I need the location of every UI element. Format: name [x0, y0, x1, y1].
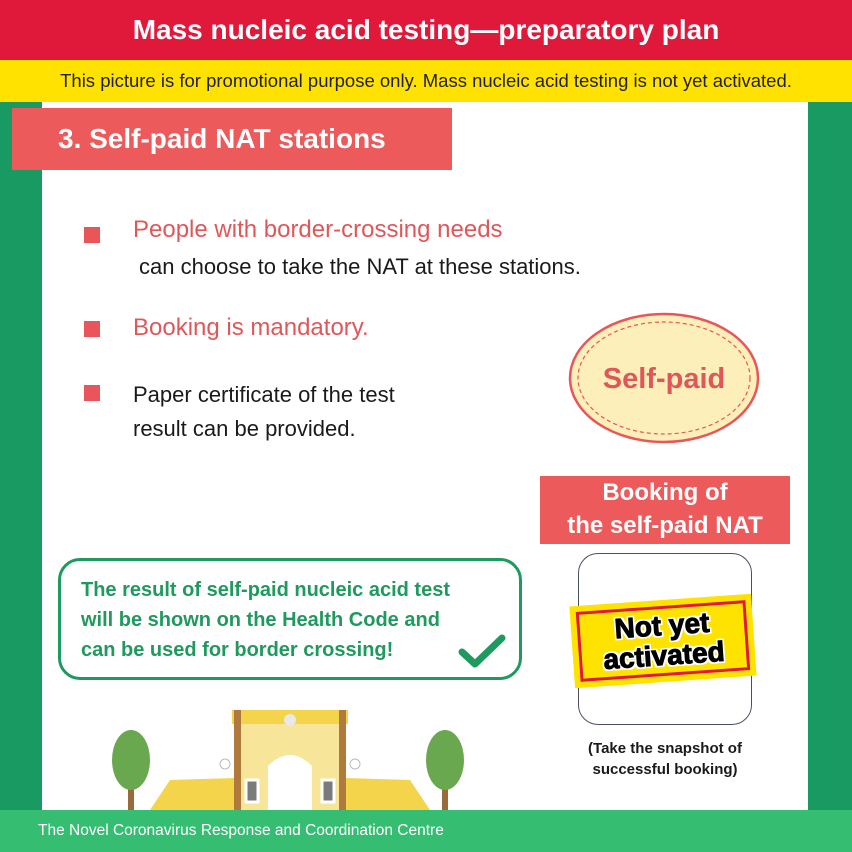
bullet-3-line2: result can be provided. [133, 416, 356, 441]
caption-line2: successful booking) [592, 761, 738, 778]
notice-bar [0, 60, 852, 102]
tree-icon [112, 730, 150, 810]
bullet-3-line1: Paper certificate of the test [133, 382, 395, 407]
result-line3: can be used for border crossing! [81, 639, 394, 661]
booking-title-line2: the self-paid NAT [567, 512, 763, 539]
bullet-2-line1: Booking is mandatory. [133, 314, 369, 341]
caption-line1: (Take the snapshot of [588, 740, 742, 757]
gate-building-illustration [100, 700, 480, 810]
bullet-1-line1: People with border-crossing needs [133, 216, 503, 243]
result-line1: The result of self-paid nucleic acid test [81, 579, 450, 601]
bullet-1-line2: can choose to take the NAT at these stations. [139, 254, 581, 279]
title-bar [0, 0, 852, 60]
bullet-marker [84, 385, 100, 401]
bullet-marker [84, 321, 100, 337]
result-info-box [58, 558, 522, 680]
footer-bar [0, 810, 852, 852]
self-paid-badge [568, 312, 760, 444]
section-heading [12, 108, 452, 170]
footer-text: The Novel Coronavirus Response and Coordination Centre [38, 822, 444, 839]
booking-title [540, 476, 790, 544]
notice-text: This picture is for promotional purpose only. Mass nucleic acid testing is not yet activated. [60, 70, 792, 91]
checkmark-icon [458, 632, 506, 672]
stamp-line2: activated [602, 635, 726, 676]
page-title: Mass nucleic acid testing—preparatory plan [132, 14, 720, 45]
tree-icon [426, 730, 464, 810]
section-heading-text: 3. Self-paid NAT stations [58, 123, 386, 154]
booking-title-line1: Booking of [602, 479, 728, 506]
self-paid-label: Self-paid [602, 363, 726, 395]
bullet-marker [84, 227, 100, 243]
result-line2: will be shown on the Health Code and [81, 609, 440, 631]
snapshot-caption [560, 738, 770, 780]
not-activated-stamp [569, 594, 756, 688]
stamp-line1: Not yet [613, 606, 711, 645]
